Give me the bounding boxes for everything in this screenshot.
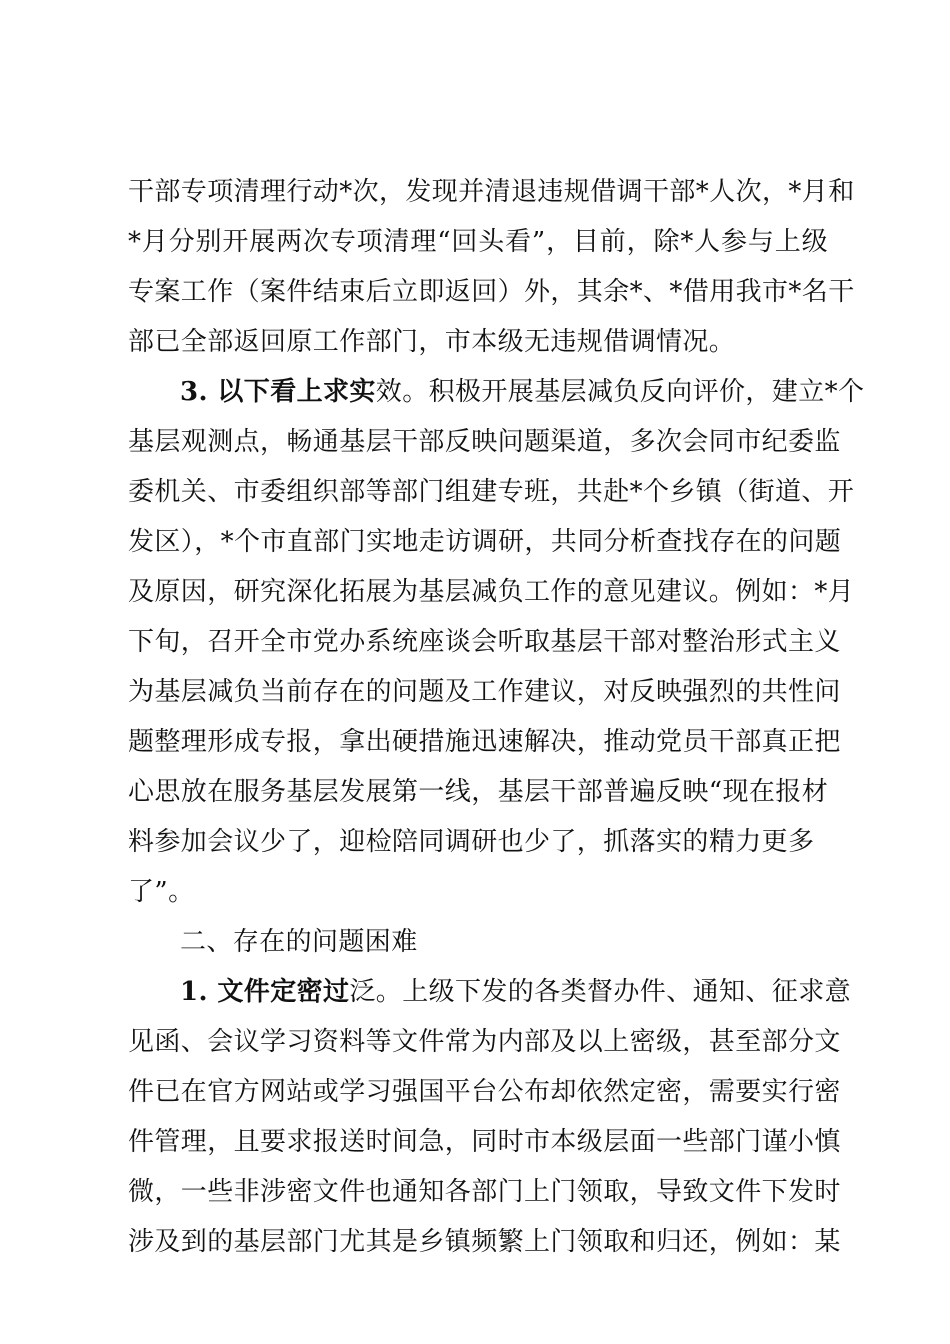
body-text-line: 料参加会议少了，迎检陪同调研也少了，抓落实的精力更多	[128, 827, 815, 857]
body-text-line: 涉及到的基层部门尤其是乡镇频繁上门领取和归还，例如：某	[128, 1227, 841, 1257]
body-text-line: 发区），*个市直部门实地走访调研，共同分析查找存在的问题	[128, 527, 842, 557]
body-text-line: 心思放在服务基层发展第一线，基层干部普遍反映“现在报材	[128, 777, 829, 807]
body-text-line: 下旬，召开全市党办系统座谈会听取基层干部对整治形式主义	[128, 627, 841, 657]
body-text-line: 委机关、市委组织部等部门组建专班，共赴*个乡镇（街道、开	[128, 477, 855, 507]
section-heading: 二、存在的问题困难	[180, 927, 418, 957]
body-text-line: *月分别开展两次专项清理“回头看”，目前，除*人参与上级	[128, 227, 828, 257]
body-text-line: 件管理，且要求报送时间急，同时市本级层面一些部门谨小慎	[128, 1127, 841, 1157]
body-text-line: 及原因，研究深化拓展为基层减负工作的意见建议。例如：*月	[128, 577, 855, 607]
paragraph-text: 泛。上级下发的各类督办件、通知、征求意	[349, 977, 852, 1007]
paragraph-text: 效。积极开展基层减负反向评价，建立*个	[375, 377, 865, 407]
body-text-line: 基层观测点，畅通基层干部反映问题渠道，多次会同市纪委监	[128, 427, 841, 457]
body-text-line: 题整理形成专报，拿出硬措施迅速解决，推动党员干部真正把	[128, 727, 841, 757]
subheading-bold: 1. 文件定密过	[180, 977, 350, 1007]
body-text-line: 部已全部返回原工作部门，市本级无违规借调情况。	[128, 327, 736, 357]
body-text-line: 件已在官方网站或学习强国平台公布却依然定密，需要实行密	[128, 1077, 841, 1107]
body-text-line: 专案工作（案件结束后立即返回）外，其余*、*借用我市*名干	[128, 277, 855, 307]
body-text-line: 了”。	[128, 877, 195, 907]
body-text-line: 微，一些非涉密文件也通知各部门上门领取，导致文件下发时	[128, 1177, 841, 1207]
body-text-line: 见函、会议学习资料等文件常为内部及以上密级，甚至部分文	[128, 1027, 841, 1057]
body-text-line: 为基层减负当前存在的问题及工作建议，对反映强烈的共性问	[128, 677, 841, 707]
paragraph-first-line	[180, 372, 865, 412]
body-text-line: 干部专项清理行动*次，发现并清退违规借调干部*人次，*月和	[128, 177, 855, 207]
subheading-bold: 3. 以下看上求实	[180, 377, 376, 407]
paragraph-first-line	[180, 972, 852, 1012]
